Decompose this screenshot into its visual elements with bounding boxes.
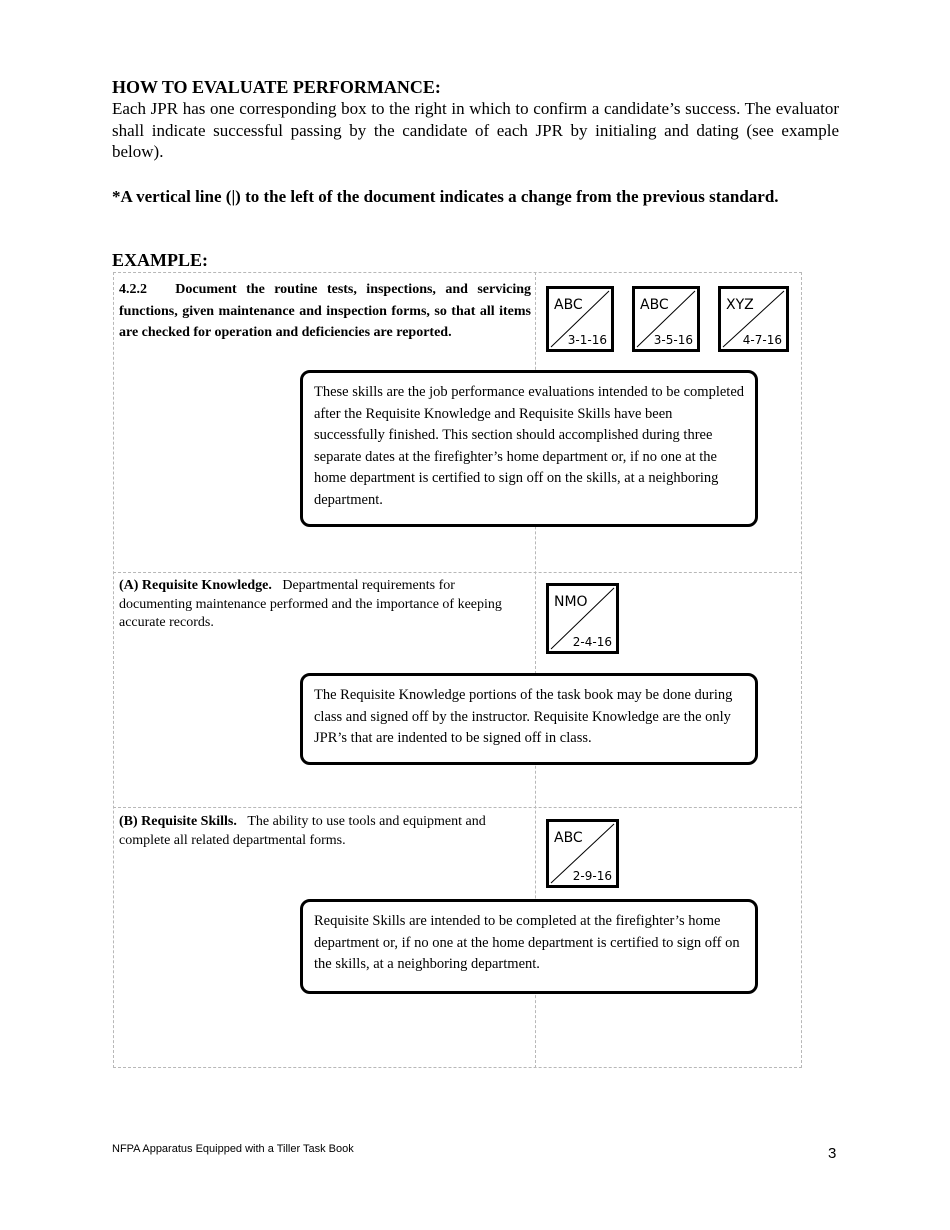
table-row-divider (113, 807, 802, 808)
signoff-initials: ABC (640, 297, 669, 313)
signoff-box[interactable] (632, 286, 700, 352)
signoff-date: 3-1-16 (567, 333, 607, 347)
signoff-date: 2-9-16 (572, 869, 612, 883)
requisite-skills-text (119, 813, 524, 850)
signoff-initials: ABC (554, 830, 583, 846)
signoff-date: 2-4-16 (572, 635, 612, 649)
requisite-skills-label: (B) Requisite Skills. (119, 814, 237, 829)
requisite-skills-description: The ability to use tools and equipment and complete all related departmental forms. (119, 814, 486, 848)
change-indicator-note: *A vertical line (|) to the left of the document indicates a change from the previous standard. (112, 187, 779, 206)
jpr-description: Document the routine tests, inspections, and servicing functions, given maintenance and inspection forms, so that all items are checked for operation and deficiencies are reported. (119, 282, 532, 340)
signoff-box[interactable] (546, 286, 614, 352)
section-title: HOW TO EVALUATE PERFORMANCE: (112, 77, 441, 97)
signoff-date: 4-7-16 (742, 333, 782, 347)
signoff-date: 3-5-16 (653, 333, 693, 347)
jpr-number: 4.2.2 (119, 282, 147, 297)
instructions-paragraph: Each JPR has one corresponding box to the right in which to confirm a candidate’s success. The evaluator shall indicate successful passing by the candidate of each JPR by initialing and dating (see example below). (112, 99, 839, 161)
example-heading: EXAMPLE: (112, 250, 208, 270)
signoff-initials: NMO (554, 594, 588, 610)
requisite-knowledge-label: (A) Requisite Knowledge. (119, 578, 272, 593)
jpr-text (119, 279, 531, 344)
requisite-knowledge-text (119, 577, 524, 633)
footer-title: NFPA Apparatus Equipped with a Tiller Task Book (112, 1143, 354, 1155)
requisite-knowledge-description: Departmental requirements for documenting maintenance performed and the importance of keeping accurate records. (119, 578, 502, 630)
page-number: 3 (828, 1145, 837, 1162)
signoff-initials: ABC (554, 297, 583, 313)
table-row-divider (113, 572, 802, 573)
requisite-skills-callout: Requisite Skills are intended to be completed at the firefighter’s home department or, if no one at the home department is certified to sign off on the skills, at a neighboring department. (300, 899, 758, 994)
signoff-box[interactable] (546, 583, 619, 654)
requisite-knowledge-callout: The Requisite Knowledge portions of the task book may be done during class and signed off by the instructor. Requisite Knowledge are the only JPR’s that are indented to be signed off in class. (300, 673, 758, 765)
signoff-initials: XYZ (726, 297, 754, 313)
signoff-box[interactable] (718, 286, 789, 352)
jpr-callout: These skills are the job performance evaluations intended to be completed after the Requisite Knowledge and Requisite Skills have been successfully finished. This section should accomplished during three separate dates at the firefighter’s home department or, if no one at the home department is certified to sign off on the skills, at a neighboring department. (300, 370, 758, 527)
signoff-box[interactable] (546, 819, 619, 888)
